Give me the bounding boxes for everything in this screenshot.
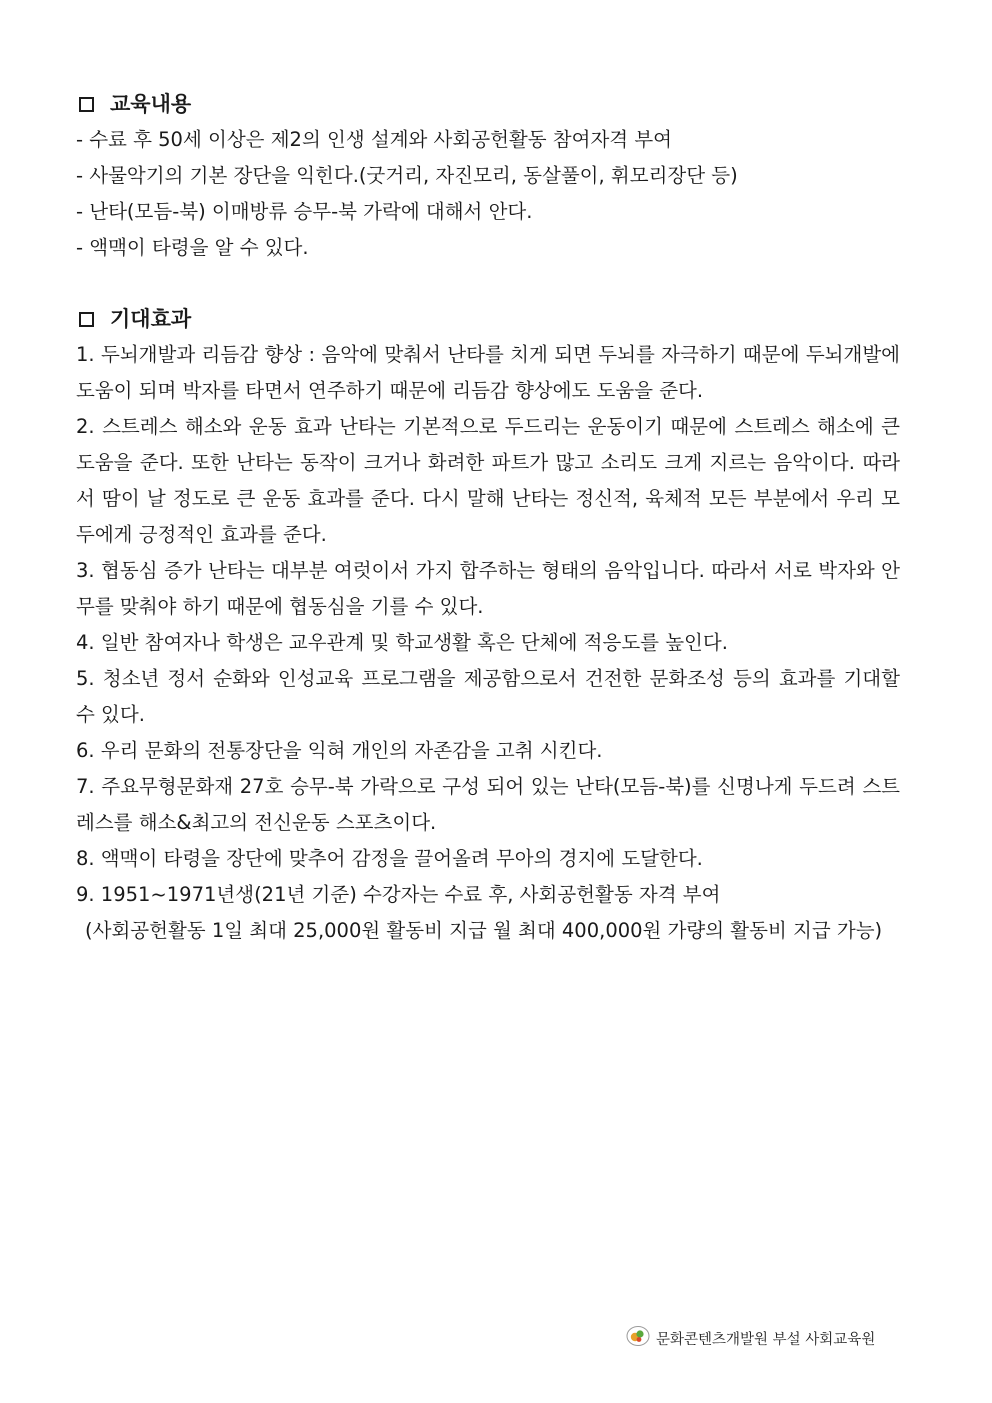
section-title: 교육내용: [110, 92, 192, 116]
section-heading-curriculum: [76, 86, 900, 122]
list-item: - 액맥이 타령을 알 수 있다.: [76, 236, 309, 259]
org-logo-icon: [626, 1325, 650, 1351]
item-note: (사회공헌활동 1일 최대 25,000원 활동비 지급 월 최대 400,000원 가량의 활동비 지급 가능): [85, 919, 883, 942]
numbered-item: 2. 스트레스 해소와 운동 효과 난타는 기본적으로 두드리는 운동이기 때문에 스트레스 해소에 큰 도움을 준다. 또한 난타는 동작이 크거나 화려한 파트가 많고 소리도 크게 지르는 음악이다. 따라서 땀이 날 정도로 큰 운동 효과를 준다. 다시 말해 난타는 정신적, 육체적 모든 부분에서 우리 모두에게 긍정적인 효과를 준다.: [76, 415, 900, 546]
section-heading-expected-effects: [76, 301, 900, 337]
document-body: [76, 86, 900, 949]
footer-org-name: 문화콘텐츠개발원 부설 사회교육원: [656, 1331, 876, 1348]
page-footer: [626, 1325, 875, 1351]
numbered-item: 5. 청소년 정서 순화와 인성교육 프로그램을 제공함으로서 건전한 문화조성 등의 효과를 기대할 수 있다.: [76, 667, 900, 726]
numbered-item: 8. 액맥이 타령을 장단에 맞추어 감정을 끌어올려 무아의 경지에 도달한다.: [76, 847, 703, 870]
checkbox-square-icon: [79, 97, 94, 112]
numbered-item: 7. 주요무형문화재 27호 승무-북 가락으로 구성 되어 있는 난타(모듬-북)를 신명나게 두드려 스트레스를 해소&최고의 전신운동 스포츠이다.: [76, 775, 900, 834]
numbered-item: 6. 우리 문화의 전통장단을 익혀 개인의 자존감을 고취 시킨다.: [76, 739, 603, 762]
numbered-item: 3. 협동심 증가 난타는 대부분 여럿이서 가지 합주하는 형태의 음악입니다. 따라서 서로 박자와 안무를 맞춰야 하기 때문에 협동심을 기를 수 있다.: [76, 559, 900, 618]
numbered-item: 1. 두뇌개발과 리듬감 향상 : 음악에 맞춰서 난타를 치게 되면 두뇌를 자극하기 때문에 두뇌개발에 도움이 되며 박자를 타면서 연주하기 때문에 리듬감 향상에도 도움을 준다.: [76, 343, 900, 402]
section-title: 기대효과: [110, 307, 192, 331]
numbered-item: 4. 일반 참여자나 학생은 교우관계 및 학교생활 혹은 단체에 적응도를 높인다.: [76, 631, 728, 654]
list-item: - 사물악기의 기본 장단을 익힌다.(굿거리, 자진모리, 동살풀이, 휘모리장단 등): [76, 164, 738, 187]
list-item: - 수료 후 50세 이상은 제2의 인생 설계와 사회공헌활동 참여자격 부여: [76, 128, 673, 151]
checkbox-square-icon: [79, 312, 94, 327]
list-item: - 난타(모듬-북) 이매방류 승무-북 가락에 대해서 안다.: [76, 200, 533, 223]
numbered-item: 9. 1951~1971년생(21년 기준) 수강자는 수료 후, 사회공헌활동 자격 부여: [76, 883, 721, 906]
